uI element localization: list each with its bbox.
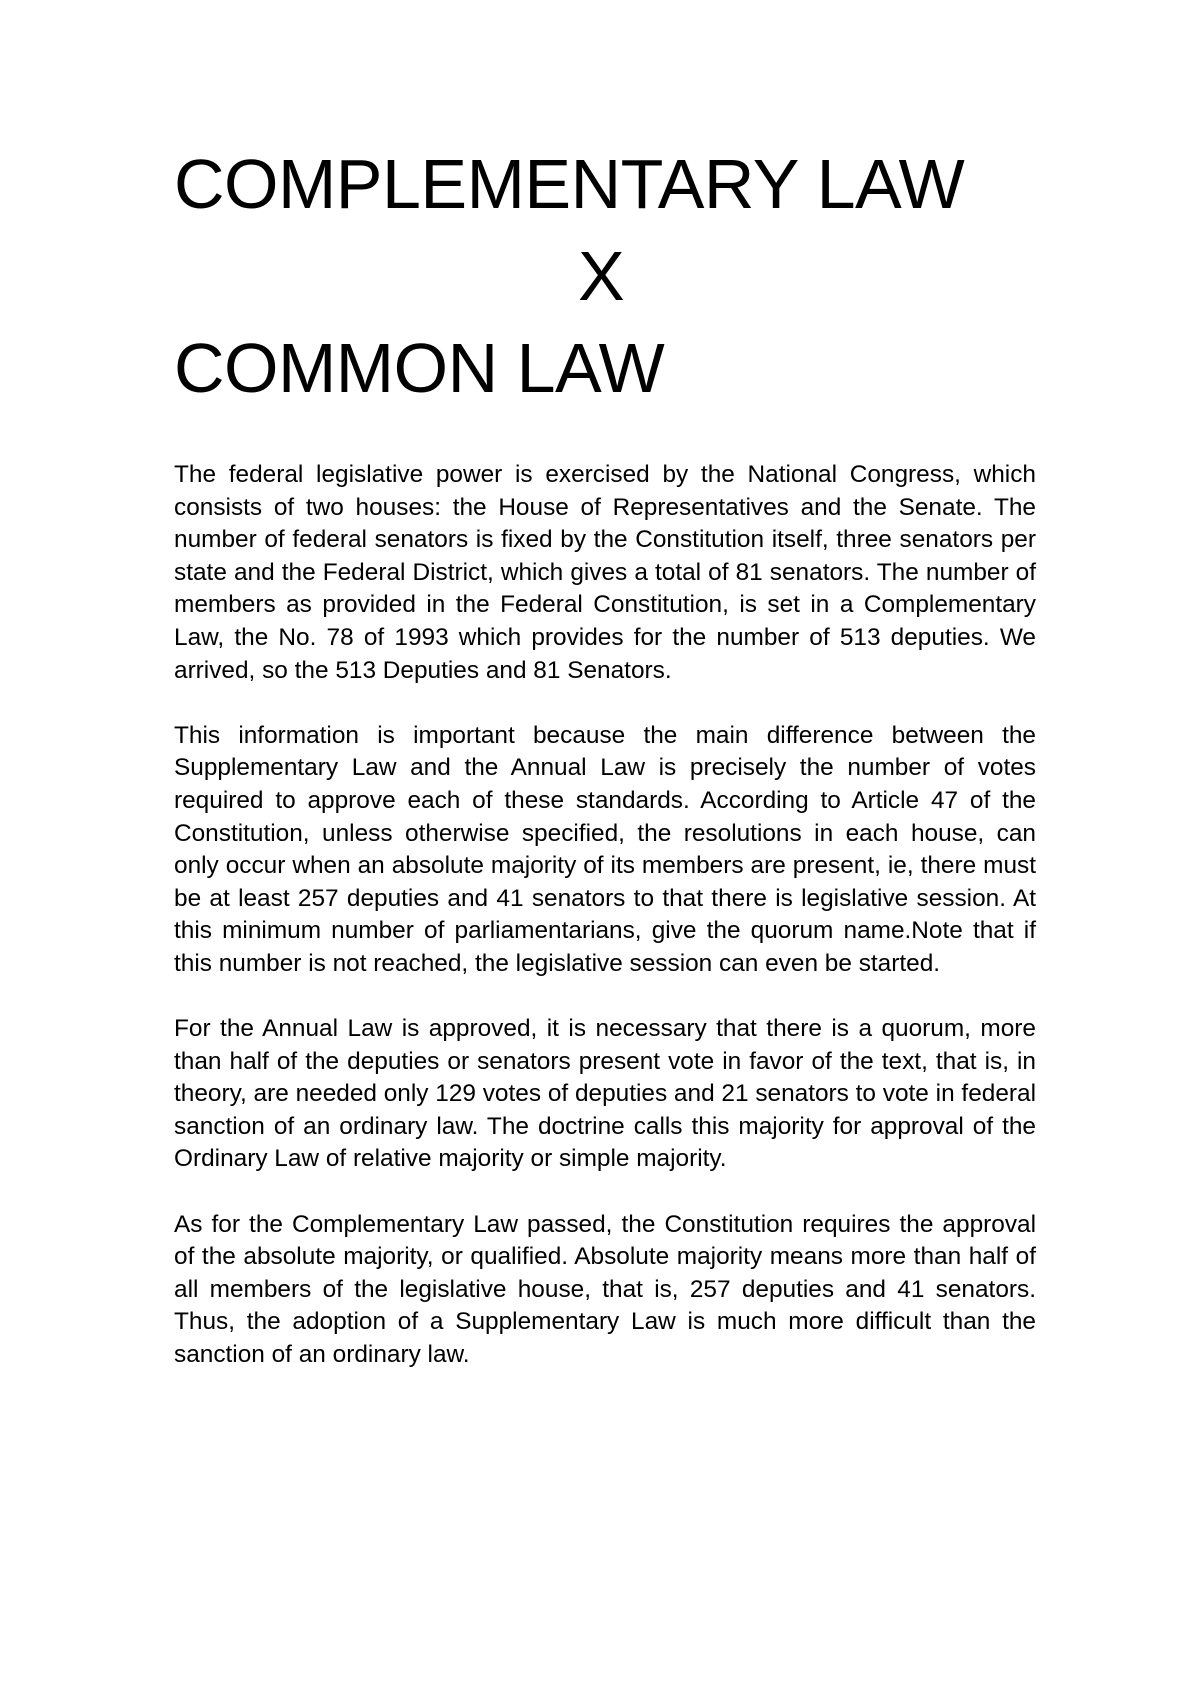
document-body [174, 459, 1036, 1404]
title-line-common-law: COMMON LAW [174, 329, 665, 407]
title-line-complementary-law: COMPLEMENTARY LAW [174, 145, 965, 223]
paragraph-votes-difference: This information is important because the main difference between the Supplementary Law and the Annual Law is precisely the number of votes required to approve each of these standards. According to Article 47 of the Constitution, unless otherwise specified, the resolutions in each house, can only occur when an absolute majority of its members are present, ie, there must be at least 257 deputies and 41 senators to that there is legislative session. At this minimum number of parliamentarians, give the quorum name.Note that if this number is not reached, the legislative session can even be started. [174, 721, 1036, 977]
paragraph-complementary-law-approval: As for the Complementary Law passed, the Constitution requires the approval of the absolute majority, or qualified. Absolute majority means more than half of all members of the legislative house, that is, 257 deputies and 41 senators. Thus, the adoption of a Supplementary Law is much more difficult than the sanction of an ordinary law. [174, 1210, 1036, 1369]
paragraph-legislative-power: The federal legislative power is exercised by the National Congress, which consists of two houses: the House of Representatives and the Senate. The number of federal senators is fixed by the Constitution itself, three senators per state and the Federal District, which gives a total of 81 senators. The number of members as provided in the Federal Constitution, is set in a Complementary Law, the No. 78 of 1993 which provides for the number of 513 deputies. We arrived, so the 513 Deputies and 81 Senators. [174, 461, 1036, 684]
document-title [174, 138, 1054, 414]
paragraph-annual-law-approval: For the Annual Law is approved, it is necessary that there is a quorum, more than half of the deputies or senators present vote in favor of the text, that is, in theory, are needed only 129 votes of deputies and 21 senators to vote in federal sanction of an ordinary law. The doctrine calls this majority for approval of the Ordinary Law of relative majority or simple majority. [174, 1015, 1036, 1173]
title-line-versus: X [578, 237, 625, 315]
